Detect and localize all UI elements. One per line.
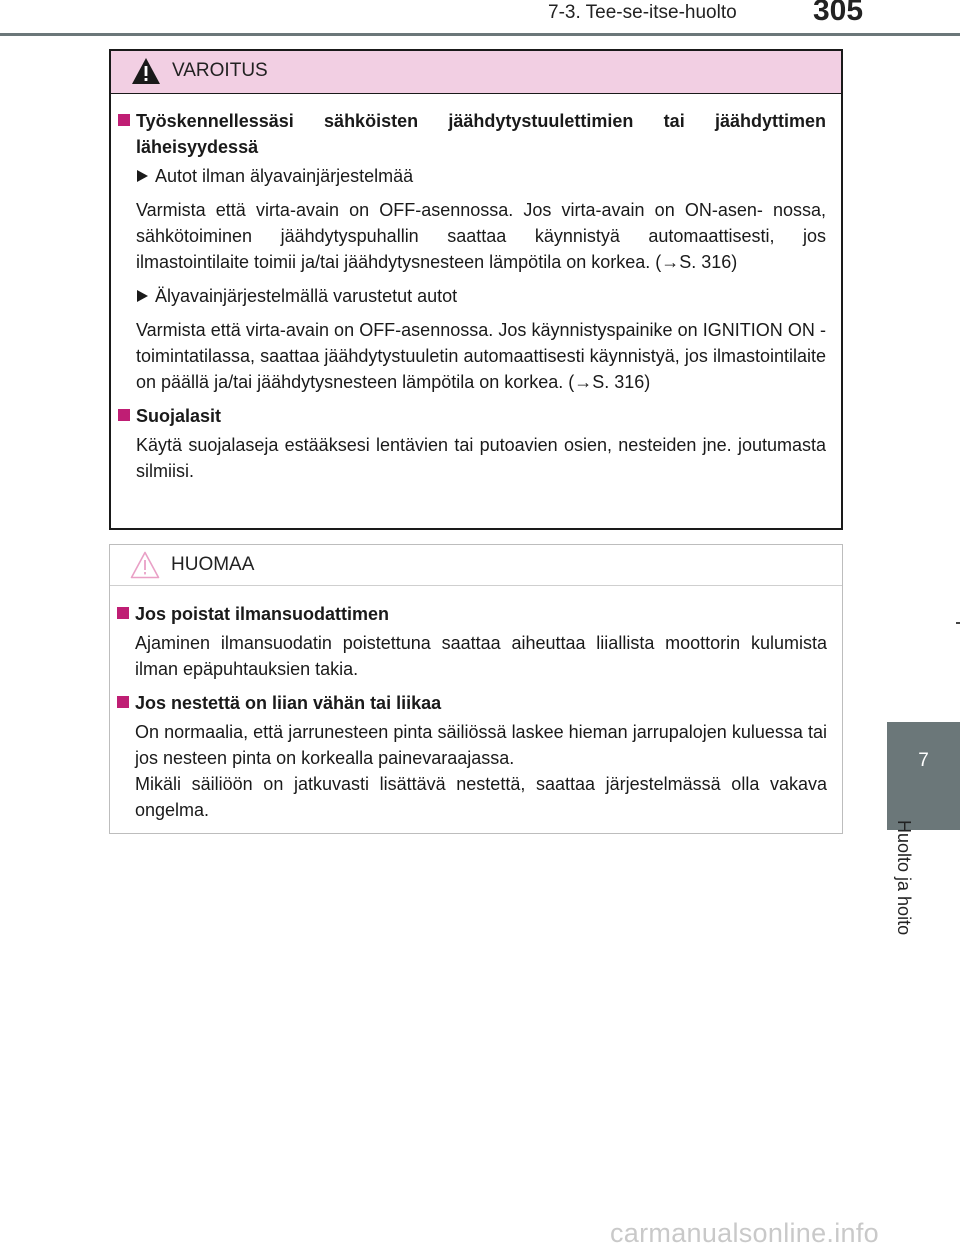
paragraph: Mikäli säiliöön on jatkuvasti lisättävä nestettä, saattaa järjestelmässä olla vakava ongelma. [135, 774, 827, 820]
bullet-square-icon [118, 409, 130, 421]
sub-heading-text: Autot ilman älyavainjärjestelmää [155, 166, 414, 186]
sub-heading-text: Älyavainjärjestelmällä varustetut autot [155, 286, 458, 306]
section-heading-text: Suojalasit [136, 406, 222, 426]
warning-box [109, 49, 843, 530]
notice-title: HUOMAA [171, 554, 255, 575]
section-heading [116, 690, 827, 716]
triangle-bullet-icon [137, 170, 148, 182]
paragraph: Käytä suojalaseja estääksesi lentävien tai putoavien osien, nesteiden jne. joutumasta silmiisi. [136, 435, 826, 481]
notice-box [109, 544, 843, 834]
caution-triangle-outline-icon [130, 551, 160, 579]
section-title: 7-3. Tee-se-itse-huolto [548, 2, 737, 23]
header-rule [0, 33, 960, 36]
paragraph: Varmista että virta-avain on OFF-asennossa. Jos virta-avain on ON-asen- nossa, sähkötoiminen jäähdytyspuhallin saattaa käynnistyä automaattisesti, jos ilmastointilaite toimii ja/tai jäähdytysnesteen lämpötila on korkea. (→S. 316) [136, 200, 826, 272]
warning-title: VAROITUS [172, 60, 268, 81]
bullet-square-icon [117, 696, 129, 708]
chapter-label [892, 820, 922, 940]
paragraph: Varmista että virta-avain on OFF-asennossa. Jos käynnistyspainike on IGNITION ON -toimintatilassa, saattaa jäähdytystuuletin automaattisesti käynnistyä, jos ilmastointilaite on päällä ja/tai jäähdytysnesteen lämpötila on korkea. (→S. 316) [136, 320, 826, 392]
bullet-square-icon [117, 607, 129, 619]
section-heading-text: Jos poistat ilmansuodattimen [135, 604, 390, 624]
edge-mark [956, 622, 960, 624]
section-heading [117, 403, 826, 429]
warning-box-header [111, 51, 841, 94]
sub-heading [117, 283, 826, 309]
warning-box-body [111, 94, 841, 484]
paragraph: On normaalia, että jarrunesteen pinta säiliössä laskee hieman jarrupalojen kuluessa tai jos nesteen pinta on korkealla painevaraajassa. [135, 722, 827, 768]
bullet-square-icon [118, 114, 130, 126]
sub-heading [117, 163, 826, 189]
chapter-tab [887, 722, 960, 830]
triangle-bullet-icon [137, 290, 148, 302]
page-number: 305 [813, 0, 864, 27]
chapter-number: 7 [918, 750, 929, 771]
chapter-label-text: Huolto ja hoito [894, 820, 914, 936]
section-heading [116, 601, 827, 627]
notice-box-header [110, 545, 842, 586]
notice-box-body [110, 586, 842, 823]
section-heading-text: Jos nestettä on liian vähän tai liikaa [135, 693, 442, 713]
section-heading [117, 108, 826, 160]
watermark: carmanualsonline.info [610, 1218, 879, 1248]
section-heading-text: Työskennellessäsi sähköisten jäähdytystuulettimien tai jäähdyttimen läheisyydessä [136, 111, 826, 157]
warning-triangle-icon [131, 57, 161, 85]
paragraph: Ajaminen ilmansuodatin poistettuna saattaa aiheuttaa liiallista moottorin kulumista ilman epäpuhtauksien takia. [135, 633, 827, 679]
